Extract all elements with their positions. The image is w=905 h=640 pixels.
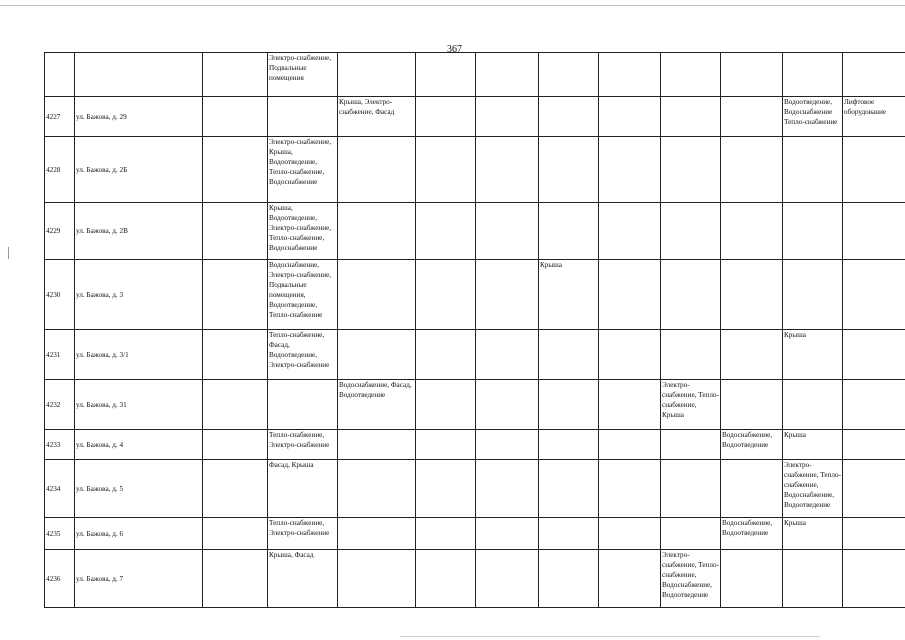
work-type-cell	[599, 460, 661, 518]
work-type-cell	[338, 430, 416, 460]
work-type-cell	[539, 330, 599, 380]
work-type-cell	[539, 380, 599, 430]
address-cell: ул. Бажова, д. 5	[75, 460, 203, 518]
work-type-cell: Тепло-снабжение, Электро-снабжение	[268, 430, 338, 460]
work-type-cell	[661, 330, 721, 380]
work-type-cell: Крыша, Электро-снабжение, Фасад	[338, 97, 416, 137]
work-type-cell: Водоснабжение, Фасад, Водоотведение	[338, 380, 416, 430]
work-type-cell	[843, 430, 905, 460]
work-type-cell: Электро-снабжение, Крыша, Водоотведение, Тепло-снабжение, Водоснабжение	[268, 137, 338, 203]
work-type-cell	[203, 97, 268, 137]
table-row	[45, 53, 905, 97]
work-type-cell	[783, 203, 843, 260]
address-cell: ул. Бажова, д. 29	[75, 97, 203, 137]
row-number-cell: 4227	[45, 97, 75, 137]
work-type-cell	[539, 137, 599, 203]
work-type-cell	[599, 550, 661, 608]
work-type-cell: Тепло-снабжение, Электро-снабжение	[268, 518, 338, 550]
work-type-cell	[416, 380, 476, 430]
work-type-cell	[843, 460, 905, 518]
address-cell: ул. Бажова, д. 3	[75, 260, 203, 330]
work-type-cell	[416, 97, 476, 137]
work-type-cell	[338, 203, 416, 260]
work-type-cell	[843, 53, 905, 97]
work-type-cell: Фасад, Крыша	[268, 460, 338, 518]
work-type-cell	[721, 260, 783, 330]
work-type-cell	[476, 260, 539, 330]
work-type-cell	[783, 53, 843, 97]
work-type-cell	[661, 97, 721, 137]
work-type-cell	[599, 330, 661, 380]
work-type-cell	[203, 430, 268, 460]
work-type-cell: Крыша	[783, 430, 843, 460]
work-type-cell	[338, 53, 416, 97]
work-type-cell	[721, 380, 783, 430]
work-type-cell	[203, 460, 268, 518]
work-type-cell	[338, 330, 416, 380]
work-type-cell: Водоснабжение, Электро-снабжение, Подвальные помещения, Водоотведение, Тепло-снабжение	[268, 260, 338, 330]
work-type-cell	[599, 260, 661, 330]
table-row	[45, 550, 905, 608]
table-row	[45, 330, 905, 380]
work-type-cell	[539, 97, 599, 137]
work-type-cell	[203, 137, 268, 203]
work-type-cell	[416, 550, 476, 608]
work-type-cell: Крыша	[783, 330, 843, 380]
work-type-cell	[721, 460, 783, 518]
work-type-cell: Крыша, Фасад	[268, 550, 338, 608]
work-type-cell	[661, 137, 721, 203]
row-number-cell: 4230	[45, 260, 75, 330]
row-number-cell: 4234	[45, 460, 75, 518]
work-type-cell	[599, 430, 661, 460]
address-cell: ул. Бажова, д. 3/1	[75, 330, 203, 380]
work-type-cell	[721, 330, 783, 380]
work-type-cell	[476, 460, 539, 518]
work-type-cell	[843, 260, 905, 330]
work-type-cell	[476, 550, 539, 608]
work-type-cell	[783, 137, 843, 203]
work-type-cell	[783, 550, 843, 608]
work-type-cell	[476, 53, 539, 97]
table-row	[45, 260, 905, 330]
work-type-cell: Электро-снабжение, Тепло-снабжение, Крыша	[661, 380, 721, 430]
work-type-cell	[783, 380, 843, 430]
work-type-cell	[476, 518, 539, 550]
work-type-cell	[416, 518, 476, 550]
work-type-cell	[843, 518, 905, 550]
work-type-cell	[416, 53, 476, 97]
work-type-cell	[599, 203, 661, 260]
work-type-cell	[476, 430, 539, 460]
work-type-cell	[843, 380, 905, 430]
address-cell: ул. Бажова, д. 4	[75, 430, 203, 460]
row-number-cell: 4231	[45, 330, 75, 380]
work-type-cell	[539, 460, 599, 518]
work-type-cell	[203, 330, 268, 380]
address-cell: ул. Бажова, д. 2Б	[75, 137, 203, 203]
work-type-cell	[338, 137, 416, 203]
table-row	[45, 430, 905, 460]
work-type-cell	[843, 330, 905, 380]
work-type-cell	[599, 53, 661, 97]
address-cell: ул. Бажова, д. 31	[75, 380, 203, 430]
work-type-cell	[843, 137, 905, 203]
table-row	[45, 518, 905, 550]
table-row	[45, 460, 905, 518]
address-cell: ул. Бажова, д. 2В	[75, 203, 203, 260]
address-cell: ул. Бажова, д. 7	[75, 550, 203, 608]
work-type-cell	[203, 380, 268, 430]
address-cell: ул. Бажова, д. 6	[75, 518, 203, 550]
row-number-cell	[45, 53, 75, 97]
work-type-cell	[599, 380, 661, 430]
work-type-cell: Электро-снабжение, Подвальные помещения	[268, 53, 338, 97]
page-number: 367	[447, 44, 462, 55]
work-type-cell: Водоснабжение, Водоотведение	[721, 518, 783, 550]
work-type-cell	[338, 460, 416, 518]
work-type-cell	[843, 550, 905, 608]
row-number-cell: 4235	[45, 518, 75, 550]
work-type-cell	[599, 97, 661, 137]
work-type-cell	[661, 53, 721, 97]
work-type-cell	[661, 260, 721, 330]
row-number-cell: 4228	[45, 137, 75, 203]
work-type-cell	[721, 203, 783, 260]
work-type-cell	[661, 203, 721, 260]
work-type-cell	[599, 137, 661, 203]
work-type-cell	[539, 53, 599, 97]
work-type-cell	[416, 430, 476, 460]
work-type-cell: Электро-снабжение, Тепло-снабжение, Водоснабжение, Водоотведение	[783, 460, 843, 518]
work-type-cell: Электро-снабжение, Тепло-снабжение, Водоснабжение, Водоотведение	[661, 550, 721, 608]
work-type-cell	[203, 518, 268, 550]
work-type-cell	[203, 203, 268, 260]
work-type-cell	[721, 550, 783, 608]
work-type-cell	[476, 380, 539, 430]
work-type-cell	[476, 330, 539, 380]
scan-top-line	[0, 5, 905, 6]
work-type-cell	[338, 518, 416, 550]
work-type-cell	[476, 203, 539, 260]
work-type-cell	[661, 460, 721, 518]
work-type-cell: Водоснабжение, Водоотведение	[721, 430, 783, 460]
row-number-cell: 4232	[45, 380, 75, 430]
table-row	[45, 380, 905, 430]
work-type-cell	[721, 97, 783, 137]
work-type-cell	[203, 53, 268, 97]
work-type-cell	[416, 260, 476, 330]
work-type-cell	[338, 260, 416, 330]
work-type-cell	[416, 330, 476, 380]
scan-bottom-line	[400, 636, 820, 637]
address-cell	[75, 53, 203, 97]
work-type-cell	[661, 430, 721, 460]
work-type-cell	[476, 137, 539, 203]
work-type-cell	[721, 53, 783, 97]
table-row	[45, 97, 905, 137]
work-type-cell	[539, 430, 599, 460]
work-type-cell	[539, 518, 599, 550]
table-row	[45, 137, 905, 203]
work-type-cell: Крыша	[783, 518, 843, 550]
work-type-cell: Тепло-снабжение, Фасад, Водоотведение, Электро-снабжение	[268, 330, 338, 380]
work-type-cell	[338, 550, 416, 608]
work-type-cell	[203, 260, 268, 330]
work-type-cell	[416, 460, 476, 518]
repair-schedule-table	[44, 52, 905, 608]
work-type-cell	[268, 380, 338, 430]
work-type-cell	[203, 550, 268, 608]
work-type-cell	[721, 137, 783, 203]
work-type-cell	[539, 550, 599, 608]
work-type-cell: Водоотведение, Водоснабжение Тепло-снабжение	[783, 97, 843, 137]
work-type-cell	[476, 97, 539, 137]
work-type-cell	[783, 260, 843, 330]
table-row	[45, 203, 905, 260]
row-number-cell: 4229	[45, 203, 75, 260]
scan-margin-mark	[8, 247, 9, 259]
work-type-cell	[539, 203, 599, 260]
work-type-cell: Крыша	[539, 260, 599, 330]
work-type-cell	[599, 518, 661, 550]
work-type-cell	[416, 203, 476, 260]
work-type-cell: Лифтовое оборудование	[843, 97, 905, 137]
row-number-cell: 4236	[45, 550, 75, 608]
work-type-cell	[843, 203, 905, 260]
work-type-cell: Крыша, Водоотведение, Электро-снабжение, Тепло-снабжение, Водоснабжение	[268, 203, 338, 260]
work-type-cell	[416, 137, 476, 203]
work-type-cell	[268, 97, 338, 137]
work-type-cell	[661, 518, 721, 550]
row-number-cell: 4233	[45, 430, 75, 460]
